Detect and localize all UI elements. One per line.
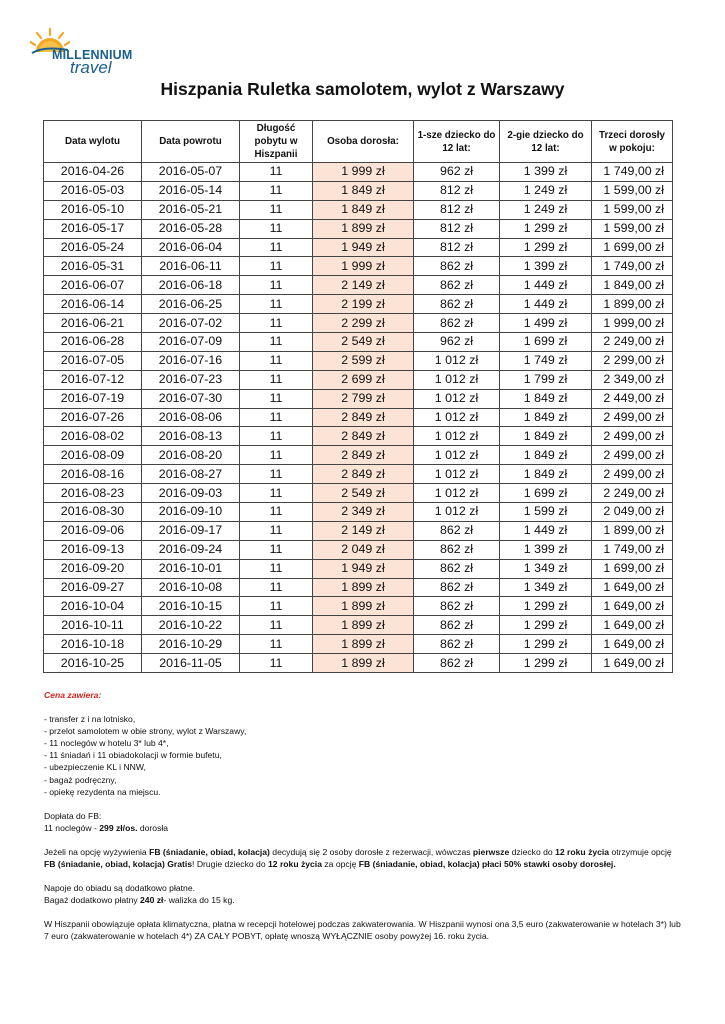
return-date-cell: 2016-06-18: [142, 276, 240, 295]
fb-desc-segment: Jeżeli na opcję wyżywienia: [44, 846, 150, 857]
child2-price-cell: 1 449 zł: [500, 295, 592, 314]
child1-price-cell: 962 zł: [414, 333, 500, 352]
adult-price-cell: 2 199 zł: [313, 295, 414, 314]
stay-length-cell: 11: [240, 521, 313, 540]
stay-length-cell: 11: [240, 597, 313, 616]
adult-price-cell: 1 899 zł: [313, 578, 414, 597]
stay-length-cell: 11: [240, 578, 313, 597]
includes-list: [44, 713, 684, 798]
table-row: [44, 238, 673, 257]
third-adult-price-cell: 1 749,00 zł: [592, 257, 673, 276]
child1-price-cell: 862 zł: [414, 257, 500, 276]
list-item: - opiekę rezydenta na miejscu.: [44, 786, 161, 797]
child2-price-cell: 1 449 zł: [500, 276, 592, 295]
stay-length-cell: 11: [240, 314, 313, 333]
departure-date-cell: 2016-06-14: [44, 295, 142, 314]
departure-date-cell: 2016-09-13: [44, 540, 142, 559]
column-header: 2-gie dziecko do 12 lat:: [500, 121, 592, 163]
child2-price-cell: 1 599 zł: [500, 503, 592, 522]
departure-date-cell: 2016-07-12: [44, 370, 142, 389]
price-table: [43, 120, 673, 673]
departure-date-cell: 2016-05-17: [44, 219, 142, 238]
stay-length-cell: 11: [240, 219, 313, 238]
departure-date-cell: 2016-07-26: [44, 408, 142, 427]
third-adult-price-cell: 1 849,00 zł: [592, 276, 673, 295]
table-row: [44, 333, 673, 352]
third-adult-price-cell: 1 749,00 zł: [592, 540, 673, 559]
departure-date-cell: 2016-10-18: [44, 635, 142, 654]
child2-price-cell: 1 299 zł: [500, 238, 592, 257]
child2-price-cell: 1 849 zł: [500, 389, 592, 408]
drinks-note: Napoje do obiadu są dodatkowo płatne.: [44, 883, 195, 894]
third-adult-price-cell: 1 999,00 zł: [592, 314, 673, 333]
table-row: [44, 578, 673, 597]
stay-length-cell: 11: [240, 654, 313, 673]
adult-price-cell: 1 899 zł: [313, 597, 414, 616]
table-row: [44, 408, 673, 427]
return-date-cell: 2016-05-28: [142, 219, 240, 238]
fb-price-line: 11 noclegów - 299 zł/os. dorosła: [44, 822, 169, 833]
column-header: Osoba dorosła:: [313, 121, 414, 163]
departure-date-cell: 2016-08-16: [44, 465, 142, 484]
child2-price-cell: 1 849 zł: [500, 408, 592, 427]
fb-desc-segment: ! Drugie dziecko do: [192, 859, 268, 870]
departure-date-cell: 2016-08-30: [44, 503, 142, 522]
logo-brand-text: MILLENNIUM: [52, 48, 133, 62]
adult-price-cell: 1 899 zł: [313, 219, 414, 238]
list-item: - przelot samolotem w obie strony, wylot z Warszawy,: [44, 726, 247, 737]
child1-price-cell: 962 zł: [414, 163, 500, 182]
table-row: [44, 559, 673, 578]
third-adult-price-cell: 1 699,00 zł: [592, 559, 673, 578]
column-header: Data powrotu: [142, 121, 240, 163]
child1-price-cell: 862 zł: [414, 314, 500, 333]
fb-desc-segment: otrzymuje opcję: [609, 846, 672, 857]
baggage-note: Bagaż dodatkowo płatny 240 zł- walizka do 15 kg.: [44, 895, 235, 906]
adult-price-cell: 2 699 zł: [313, 370, 414, 389]
table-row: [44, 276, 673, 295]
adult-price-cell: 2 149 zł: [313, 276, 414, 295]
table-row: [44, 540, 673, 559]
child1-price-cell: 1 012 zł: [414, 370, 500, 389]
return-date-cell: 2016-10-08: [142, 578, 240, 597]
third-adult-price-cell: 1 649,00 zł: [592, 597, 673, 616]
child1-price-cell: 812 zł: [414, 238, 500, 257]
child1-price-cell: 812 zł: [414, 219, 500, 238]
table-row: [44, 503, 673, 522]
adult-price-cell: 2 849 zł: [313, 446, 414, 465]
child2-price-cell: 1 749 zł: [500, 351, 592, 370]
return-date-cell: 2016-09-03: [142, 484, 240, 503]
table-row: [44, 219, 673, 238]
fb-description: [44, 846, 684, 870]
third-adult-price-cell: 2 349,00 zł: [592, 370, 673, 389]
table-row: [44, 163, 673, 182]
child1-price-cell: 1 012 zł: [414, 465, 500, 484]
table-row: [44, 597, 673, 616]
table-row: [44, 484, 673, 503]
child1-price-cell: 812 zł: [414, 181, 500, 200]
fb-desc-segment: za opcję: [321, 859, 359, 870]
child2-price-cell: 1 299 zł: [500, 219, 592, 238]
offer-notes: [44, 689, 684, 943]
stay-length-cell: 11: [240, 465, 313, 484]
child2-price-cell: 1 249 zł: [500, 200, 592, 219]
child2-price-cell: 1 299 zł: [500, 616, 592, 635]
child1-price-cell: 1 012 zł: [414, 389, 500, 408]
stay-length-cell: 11: [240, 540, 313, 559]
return-date-cell: 2016-10-29: [142, 635, 240, 654]
adult-price-cell: 1 899 zł: [313, 616, 414, 635]
stay-length-cell: 11: [240, 276, 313, 295]
stay-length-cell: 11: [240, 333, 313, 352]
third-adult-price-cell: 1 699,00 zł: [592, 238, 673, 257]
adult-price-cell: 2 549 zł: [313, 333, 414, 352]
table-row: [44, 465, 673, 484]
child2-price-cell: 1 399 zł: [500, 163, 592, 182]
adult-price-cell: 2 049 zł: [313, 540, 414, 559]
departure-date-cell: 2016-06-07: [44, 276, 142, 295]
child2-price-cell: 1 849 zł: [500, 446, 592, 465]
return-date-cell: 2016-10-22: [142, 616, 240, 635]
third-adult-price-cell: 1 599,00 zł: [592, 200, 673, 219]
stay-length-cell: 11: [240, 257, 313, 276]
third-adult-price-cell: 1 649,00 zł: [592, 654, 673, 673]
adult-price-cell: 1 899 zł: [313, 654, 414, 673]
table-row: [44, 389, 673, 408]
third-adult-price-cell: 1 649,00 zł: [592, 616, 673, 635]
child1-price-cell: 862 zł: [414, 540, 500, 559]
adult-price-cell: 2 849 zł: [313, 427, 414, 446]
table-row: [44, 427, 673, 446]
third-adult-price-cell: 2 499,00 zł: [592, 446, 673, 465]
adult-price-cell: 1 999 zł: [313, 257, 414, 276]
fb-desc-segment: pierwsze: [472, 846, 510, 857]
child2-price-cell: 1 299 zł: [500, 597, 592, 616]
child1-price-cell: 862 zł: [414, 635, 500, 654]
adult-price-cell: 1 849 zł: [313, 181, 414, 200]
departure-date-cell: 2016-06-28: [44, 333, 142, 352]
company-logo: [28, 26, 148, 78]
fb-desc-segment: decydują się 2 osoby dorosłe z rezerwacji, wówczas: [269, 846, 473, 857]
departure-date-cell: 2016-05-10: [44, 200, 142, 219]
child1-price-cell: 862 zł: [414, 521, 500, 540]
list-item: - 11 śniadań i 11 obiadokolacji w formie bufetu,: [44, 750, 222, 761]
child2-price-cell: 1 299 zł: [500, 635, 592, 654]
return-date-cell: 2016-10-01: [142, 559, 240, 578]
return-date-cell: 2016-07-09: [142, 333, 240, 352]
child2-price-cell: 1 399 zł: [500, 257, 592, 276]
return-date-cell: 2016-09-24: [142, 540, 240, 559]
child1-price-cell: 862 zł: [414, 578, 500, 597]
child2-price-cell: 1 699 zł: [500, 333, 592, 352]
departure-date-cell: 2016-05-24: [44, 238, 142, 257]
stay-length-cell: 11: [240, 181, 313, 200]
column-header: Data wylotu: [44, 121, 142, 163]
stay-length-cell: 11: [240, 427, 313, 446]
child2-price-cell: 1 499 zł: [500, 314, 592, 333]
child2-price-cell: 1 849 zł: [500, 465, 592, 484]
departure-date-cell: 2016-10-25: [44, 654, 142, 673]
child2-price-cell: 1 799 zł: [500, 370, 592, 389]
list-item: - transfer z i na lotnisko,: [44, 714, 136, 725]
adult-price-cell: 2 799 zł: [313, 389, 414, 408]
adult-price-cell: 2 549 zł: [313, 484, 414, 503]
departure-date-cell: 2016-08-09: [44, 446, 142, 465]
third-adult-price-cell: 2 049,00 zł: [592, 503, 673, 522]
third-adult-price-cell: 2 499,00 zł: [592, 427, 673, 446]
child1-price-cell: 812 zł: [414, 200, 500, 219]
child1-price-cell: 862 zł: [414, 295, 500, 314]
return-date-cell: 2016-08-27: [142, 465, 240, 484]
stay-length-cell: 11: [240, 238, 313, 257]
adult-price-cell: 2 149 zł: [313, 521, 414, 540]
table-header-row: [44, 121, 673, 163]
stay-length-cell: 11: [240, 370, 313, 389]
adult-price-cell: 1 999 zł: [313, 163, 414, 182]
stay-length-cell: 11: [240, 484, 313, 503]
logo-sub-text: travel: [70, 58, 112, 77]
third-adult-price-cell: 1 599,00 zł: [592, 181, 673, 200]
child2-price-cell: 1 249 zł: [500, 181, 592, 200]
table-row: [44, 521, 673, 540]
includes-heading: Cena zawiera:: [44, 690, 102, 700]
adult-price-cell: 2 849 zł: [313, 408, 414, 427]
return-date-cell: 2016-08-06: [142, 408, 240, 427]
third-adult-price-cell: 2 499,00 zł: [592, 408, 673, 427]
return-date-cell: 2016-05-07: [142, 163, 240, 182]
fb-desc-segment: FB (śniadanie, obiad, kolacja): [149, 846, 270, 857]
table-row: [44, 370, 673, 389]
departure-date-cell: 2016-06-21: [44, 314, 142, 333]
stay-length-cell: 11: [240, 559, 313, 578]
third-adult-price-cell: 1 899,00 zł: [592, 521, 673, 540]
climate-fee-note: W Hiszpanii obowiązuje opłata klimatyczna, płatna w recepcji hotelowej podczas zakwaterowania. W Hiszpanii wynosi ona 3,5 euro (zakwaterowanie w hotelach 3*) lub 7 euro (zakwaterowanie w hotelach 4*) ZA CAŁY POBYT, opłatę wnoszą WYŁĄCZNIE osoby powyżej 16. roku życia.: [44, 919, 681, 942]
return-date-cell: 2016-05-14: [142, 181, 240, 200]
stay-length-cell: 11: [240, 163, 313, 182]
column-header: Długość pobytu w Hiszpanii: [240, 121, 313, 163]
child1-price-cell: 862 zł: [414, 597, 500, 616]
fb-desc-segment: FB (śniadanie, obiad, kolacja) Gratis: [44, 859, 193, 870]
return-date-cell: 2016-06-04: [142, 238, 240, 257]
child1-price-cell: 862 zł: [414, 654, 500, 673]
adult-price-cell: 2 349 zł: [313, 503, 414, 522]
child2-price-cell: 1 349 zł: [500, 559, 592, 578]
column-header: Trzeci dorosły w pokoju:: [592, 121, 673, 163]
adult-price-cell: 1 949 zł: [313, 238, 414, 257]
stay-length-cell: 11: [240, 351, 313, 370]
third-adult-price-cell: 1 749,00 zł: [592, 163, 673, 182]
stay-length-cell: 11: [240, 446, 313, 465]
child2-price-cell: 1 349 zł: [500, 578, 592, 597]
stay-length-cell: 11: [240, 635, 313, 654]
child1-price-cell: 1 012 zł: [414, 484, 500, 503]
child1-price-cell: 862 zł: [414, 276, 500, 295]
return-date-cell: 2016-07-30: [142, 389, 240, 408]
departure-date-cell: 2016-04-26: [44, 163, 142, 182]
list-item: - ubezpieczenie KL i NNW,: [44, 762, 146, 773]
list-item: - 11 noclegów w hotelu 3* lub 4*,: [44, 738, 169, 749]
return-date-cell: 2016-05-21: [142, 200, 240, 219]
third-adult-price-cell: 1 599,00 zł: [592, 219, 673, 238]
departure-date-cell: 2016-10-11: [44, 616, 142, 635]
return-date-cell: 2016-07-16: [142, 351, 240, 370]
child2-price-cell: 1 449 zł: [500, 521, 592, 540]
departure-date-cell: 2016-09-06: [44, 521, 142, 540]
departure-date-cell: 2016-10-04: [44, 597, 142, 616]
return-date-cell: 2016-11-05: [142, 654, 240, 673]
child1-price-cell: 1 012 zł: [414, 351, 500, 370]
child2-price-cell: 1 849 zł: [500, 427, 592, 446]
child1-price-cell: 862 zł: [414, 559, 500, 578]
child1-price-cell: 1 012 zł: [414, 408, 500, 427]
fb-heading: Dopłata do FB:: [44, 810, 102, 821]
third-adult-price-cell: 2 299,00 zł: [592, 351, 673, 370]
return-date-cell: 2016-08-20: [142, 446, 240, 465]
third-adult-price-cell: 2 499,00 zł: [592, 465, 673, 484]
child1-price-cell: 862 zł: [414, 616, 500, 635]
table-row: [44, 257, 673, 276]
departure-date-cell: 2016-05-03: [44, 181, 142, 200]
stay-length-cell: 11: [240, 295, 313, 314]
departure-date-cell: 2016-07-05: [44, 351, 142, 370]
table-row: [44, 654, 673, 673]
third-adult-price-cell: 2 249,00 zł: [592, 484, 673, 503]
third-adult-price-cell: 1 649,00 zł: [592, 578, 673, 597]
return-date-cell: 2016-09-17: [142, 521, 240, 540]
table-row: [44, 616, 673, 635]
table-row: [44, 446, 673, 465]
table-row: [44, 351, 673, 370]
return-date-cell: 2016-09-10: [142, 503, 240, 522]
stay-length-cell: 11: [240, 503, 313, 522]
adult-price-cell: 2 299 zł: [313, 314, 414, 333]
table-row: [44, 200, 673, 219]
return-date-cell: 2016-06-11: [142, 257, 240, 276]
stay-length-cell: 11: [240, 616, 313, 635]
third-adult-price-cell: 2 249,00 zł: [592, 333, 673, 352]
fb-desc-segment: 12 roku życia: [268, 859, 322, 870]
stay-length-cell: 11: [240, 200, 313, 219]
return-date-cell: 2016-10-15: [142, 597, 240, 616]
adult-price-cell: 2 849 zł: [313, 465, 414, 484]
departure-date-cell: 2016-08-02: [44, 427, 142, 446]
third-adult-price-cell: 1 899,00 zł: [592, 295, 673, 314]
child2-price-cell: 1 699 zł: [500, 484, 592, 503]
table-row: [44, 295, 673, 314]
return-date-cell: 2016-07-23: [142, 370, 240, 389]
third-adult-price-cell: 1 649,00 zł: [592, 635, 673, 654]
fb-desc-segment: 12 roku życia: [555, 846, 610, 857]
adult-price-cell: 1 949 zł: [313, 559, 414, 578]
departure-date-cell: 2016-09-27: [44, 578, 142, 597]
return-date-cell: 2016-08-13: [142, 427, 240, 446]
adult-price-cell: 1 899 zł: [313, 635, 414, 654]
adult-price-cell: 1 849 zł: [313, 200, 414, 219]
departure-date-cell: 2016-09-20: [44, 559, 142, 578]
table-row: [44, 181, 673, 200]
fb-desc-segment: FB (śniadanie, obiad, kolacja) płaci 50% stawki osoby dorosłej.: [358, 859, 616, 870]
child1-price-cell: 1 012 zł: [414, 427, 500, 446]
column-header: 1-sze dziecko do 12 lat:: [414, 121, 500, 163]
return-date-cell: 2016-06-25: [142, 295, 240, 314]
page-title: Hiszpania Ruletka samolotem, wylot z Warszawy: [160, 79, 565, 99]
child2-price-cell: 1 399 zł: [500, 540, 592, 559]
child2-price-cell: 1 299 zł: [500, 654, 592, 673]
stay-length-cell: 11: [240, 408, 313, 427]
departure-date-cell: 2016-05-31: [44, 257, 142, 276]
table-row: [44, 635, 673, 654]
adult-price-cell: 2 599 zł: [313, 351, 414, 370]
stay-length-cell: 11: [240, 389, 313, 408]
child1-price-cell: 1 012 zł: [414, 446, 500, 465]
fb-desc-segment: dziecko do: [509, 846, 556, 857]
third-adult-price-cell: 2 449,00 zł: [592, 389, 673, 408]
child1-price-cell: 1 012 zł: [414, 503, 500, 522]
departure-date-cell: 2016-07-19: [44, 389, 142, 408]
departure-date-cell: 2016-08-23: [44, 484, 142, 503]
return-date-cell: 2016-07-02: [142, 314, 240, 333]
table-row: [44, 314, 673, 333]
list-item: - bagaż podręczny,: [44, 774, 117, 785]
